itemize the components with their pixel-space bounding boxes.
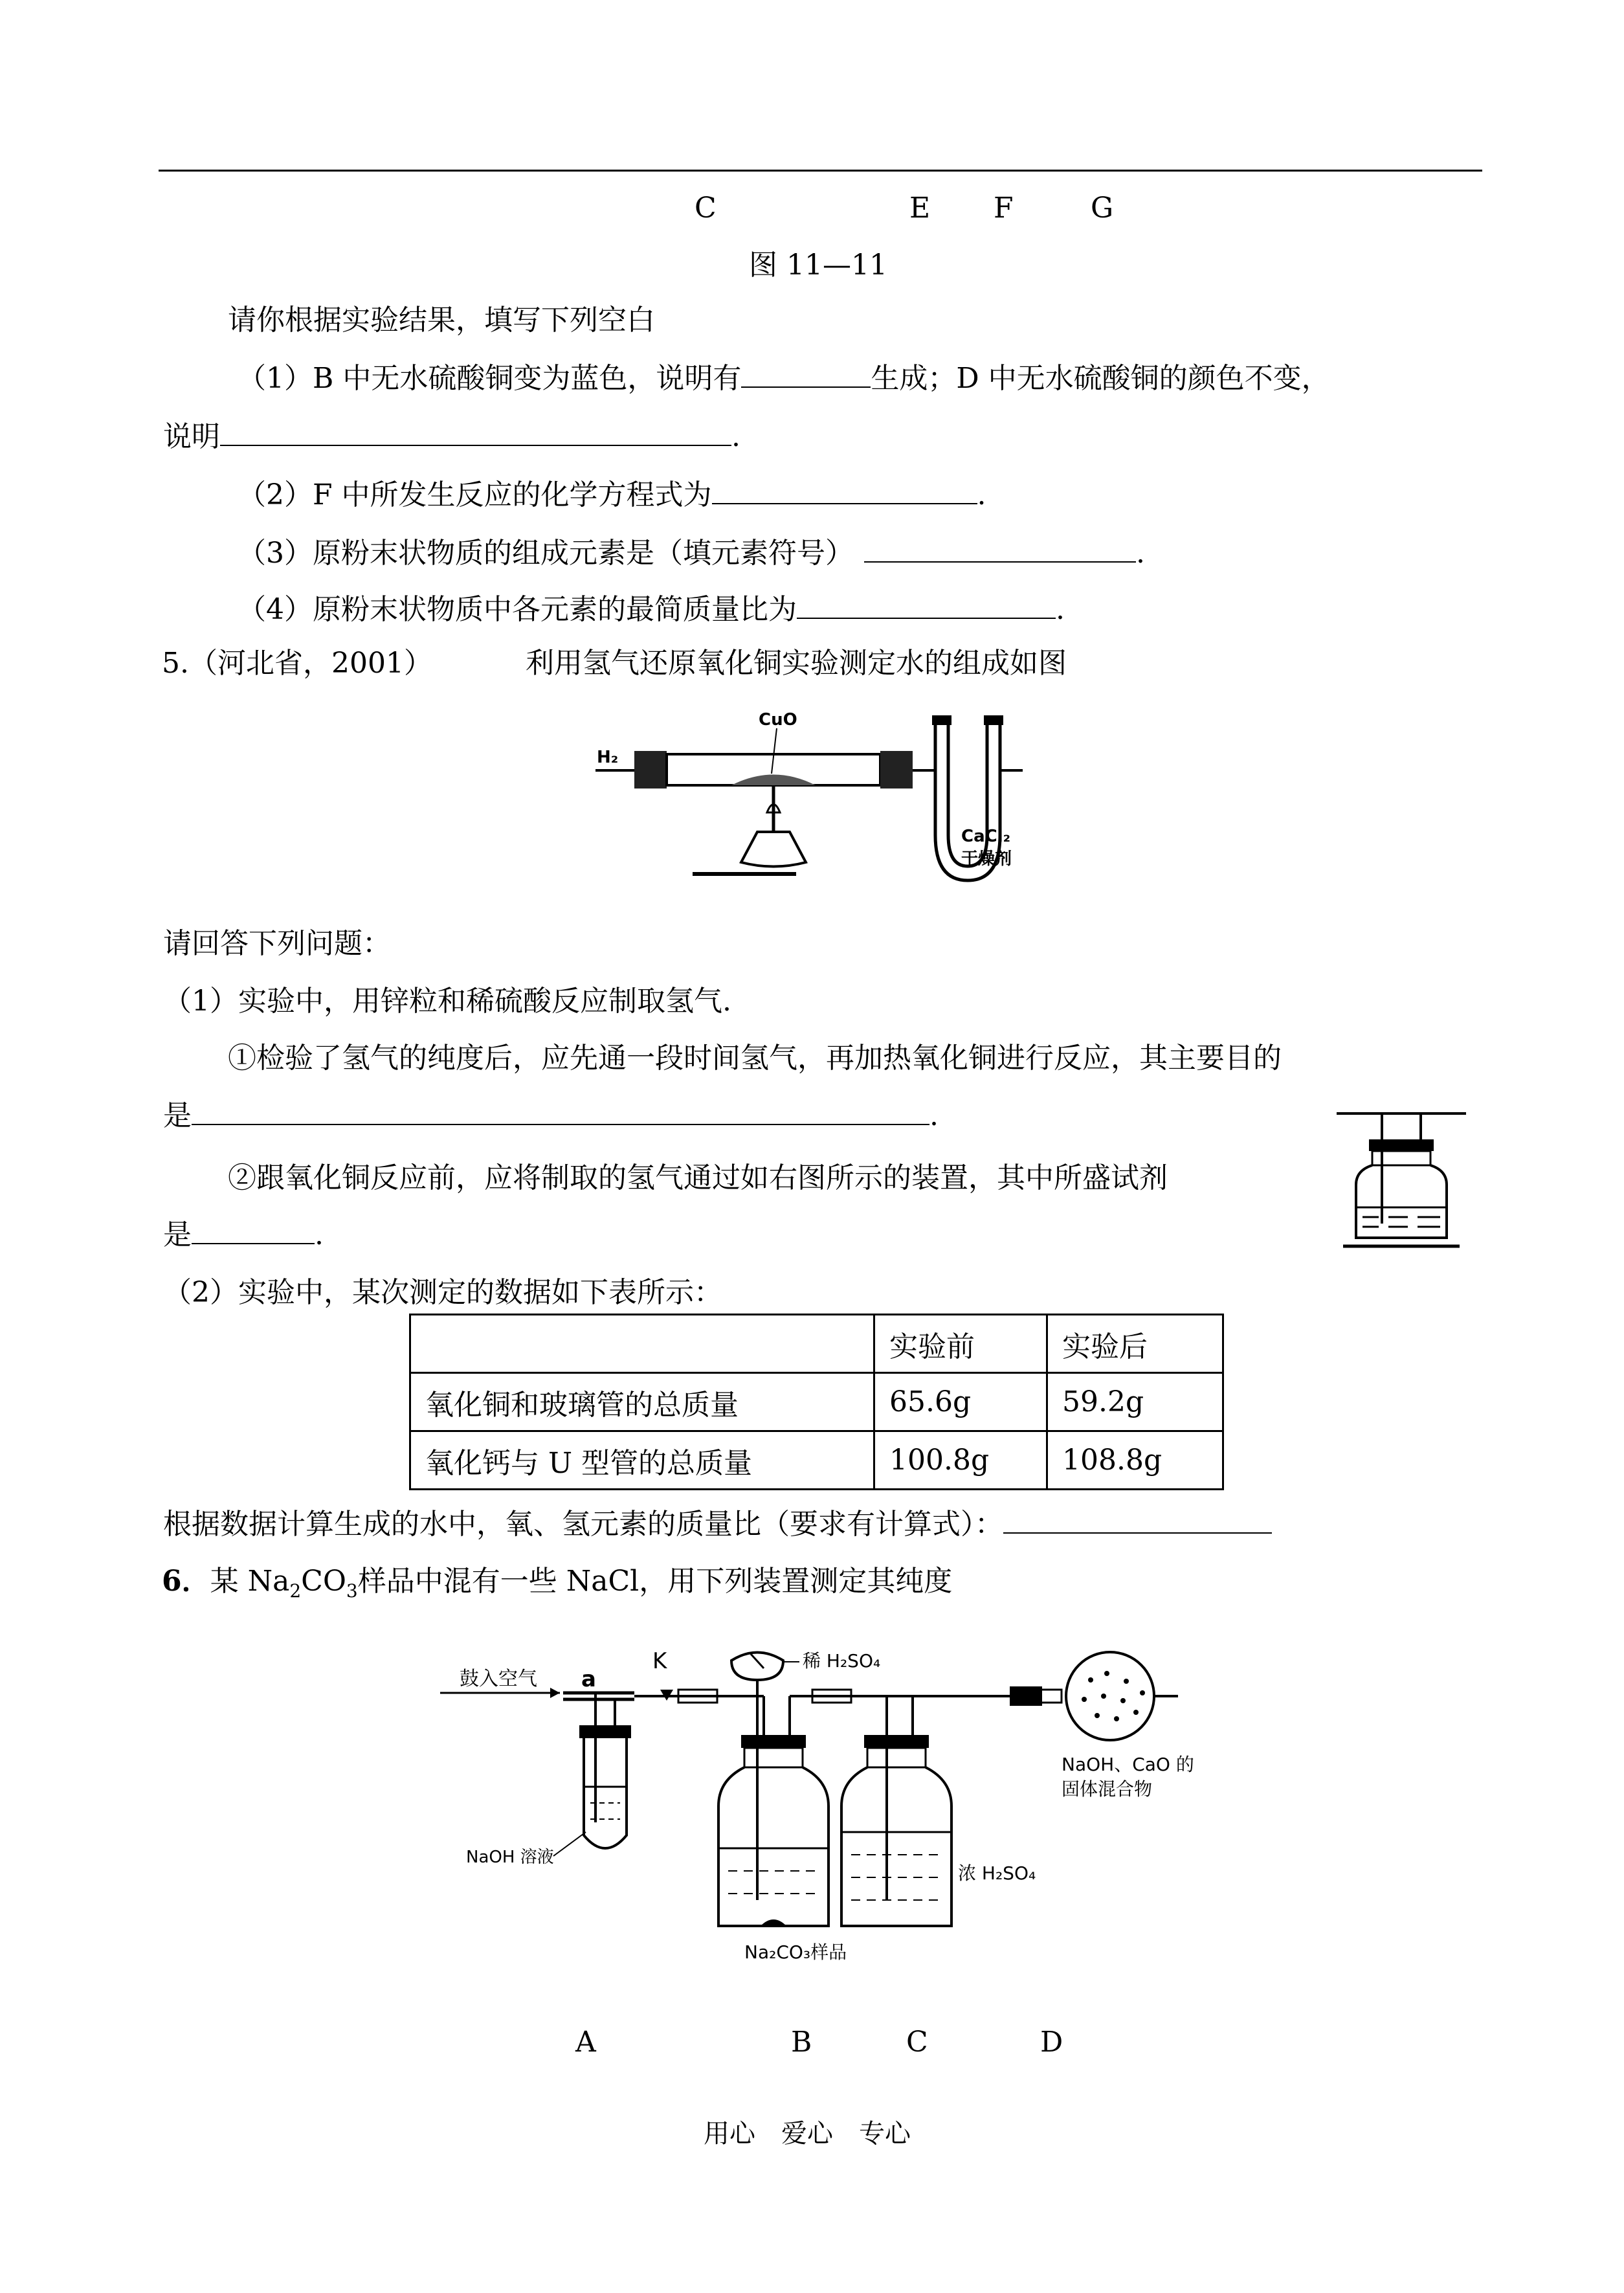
answer-blank-3[interactable] (712, 477, 977, 504)
answer-blank-1[interactable] (741, 361, 871, 388)
table-header-cell (410, 1315, 874, 1373)
q5-p1b-cont (163, 1216, 324, 1255)
label-c: C (695, 192, 717, 225)
q5-head: 5.（河北省，2001） (162, 647, 432, 680)
q5-p1b: ②跟氧化铜反应前，应将制取的氢气通过如右图所示的装置，其中所盛试剂 (228, 1161, 1168, 1194)
q6-line (162, 1562, 952, 1611)
q5-p1a2: 是 (163, 1099, 192, 1132)
q5-calc (163, 1505, 1272, 1544)
label-a: A (575, 2026, 596, 2059)
q4-l1c: 说明 (163, 420, 220, 453)
table-header-cell: 实验前 (874, 1315, 1047, 1373)
answer-blank-2[interactable] (220, 419, 731, 446)
q4-line2 (238, 476, 986, 515)
label-b: B (791, 2026, 812, 2059)
q4-intro: 请你根据实验结果，填写下列空白 (228, 304, 655, 337)
q6-pre: 某 Na (210, 1565, 290, 1598)
table-cell: 氧化铜和玻璃管的总质量 (410, 1373, 874, 1431)
table-header-cell: 实验后 (1047, 1315, 1223, 1373)
mix-label-1: NaOH、CaO 的 (1062, 1754, 1194, 1775)
table-cell: 65.6g (874, 1373, 1047, 1431)
measurement-table (409, 1314, 1224, 1490)
table-cell: 100.8g (874, 1431, 1047, 1490)
period: . (315, 1218, 324, 1251)
dryer-label: 干燥剂 (961, 849, 1012, 869)
answer-blank-4[interactable] (864, 535, 1136, 563)
purity-apparatus (440, 1628, 1236, 1965)
answer-blank-8[interactable] (1003, 1506, 1272, 1534)
period: . (929, 1099, 939, 1132)
q5-calc-text: 根据数据计算生成的水中，氧、氢元素的质量比（要求有计算式）： (163, 1508, 1003, 1541)
q6-post: 样品中混有一些 NaCl，用下列装置测定其纯度 (357, 1565, 953, 1598)
table-cell: 59.2g (1047, 1373, 1223, 1431)
q6-sub2: 2 (289, 1580, 302, 1602)
air-label: 鼓入空气 (460, 1668, 537, 1690)
q5-p1b2: 是 (163, 1218, 192, 1251)
label-g: G (1091, 192, 1114, 225)
naoh-label: NaOH 溶液 (466, 1848, 554, 1867)
q4-l2: （2）F 中所发生反应的化学方程式为 (238, 478, 712, 511)
footer: 用心 爱心 专心 (704, 2119, 911, 2149)
q5-ask: 请回答下列问题： (163, 927, 391, 960)
top-rule (159, 170, 1482, 172)
answer-blank-7[interactable] (192, 1217, 315, 1244)
q4-line3 (238, 534, 1145, 573)
period: . (977, 478, 986, 511)
q4-l4: （4）原粉末状物质中各元素的最简质量比为 (238, 593, 797, 626)
q6-num: 6． (162, 1565, 210, 1598)
answer-blank-6[interactable] (192, 1098, 929, 1125)
table-header-row (410, 1315, 1223, 1373)
q4-l3: （3）原粉末状物质的组成元素是（填元素符号） (238, 537, 854, 570)
q5-p2: （2）实验中，某次测定的数据如下表所示： (163, 1276, 722, 1309)
mix-label-2: 固体混合物 (1062, 1778, 1153, 1800)
cuo-label: CuO (759, 710, 797, 730)
figure-caption: 图 11—11 (749, 249, 887, 282)
h2-label: H₂ (597, 748, 619, 767)
cacl2-label: CaCl₂ (961, 827, 1011, 846)
sample-label: Na₂CO₃样品 (744, 1941, 847, 1963)
period: . (1136, 537, 1145, 570)
label-e: E (909, 192, 931, 225)
k-label: K (652, 1648, 667, 1674)
q4-l1b: 生成；D 中无水硫酸铜的颜色不变， (871, 362, 1330, 395)
period: . (731, 420, 740, 453)
table-row (410, 1373, 1223, 1431)
q6-co: CO (301, 1565, 346, 1598)
table-row (410, 1431, 1223, 1490)
table-cell: 108.8g (1047, 1431, 1223, 1490)
a-label: a (581, 1666, 596, 1692)
gas-wash-bottle (1324, 1094, 1479, 1256)
conc-label: 浓 H₂SO₄ (958, 1862, 1036, 1884)
acid-label: 稀 H₂SO₄ (803, 1650, 881, 1672)
table-cell: 氧化钙与 U 型管的总质量 (410, 1431, 874, 1490)
q4-line1-cont (163, 418, 740, 456)
q4-line1 (238, 359, 1330, 398)
q4-l1a: （1）B 中无水硫酸铜变为蓝色，说明有 (238, 362, 742, 395)
period: . (1056, 593, 1065, 626)
hydrogen-reduction-apparatus (583, 693, 1049, 893)
label-d: D (1040, 2026, 1063, 2059)
label-c-bottom: C (906, 2026, 928, 2059)
q5-p1a: ①检验了氢气的纯度后，应先通一段时间氢气，再加热氧化铜进行反应，其主要目的 (228, 1042, 1282, 1075)
q5-p1: （1）实验中，用锌粒和稀硫酸反应制取氢气. (163, 985, 731, 1018)
q4-line4 (238, 590, 1065, 629)
label-f: F (994, 192, 1014, 225)
q5-title: 利用氢气还原氧化铜实验测定水的组成如图 (526, 647, 1067, 680)
answer-blank-5[interactable] (797, 592, 1056, 619)
q5-p1a-cont (163, 1097, 939, 1135)
q6-sub3: 3 (346, 1580, 358, 1602)
